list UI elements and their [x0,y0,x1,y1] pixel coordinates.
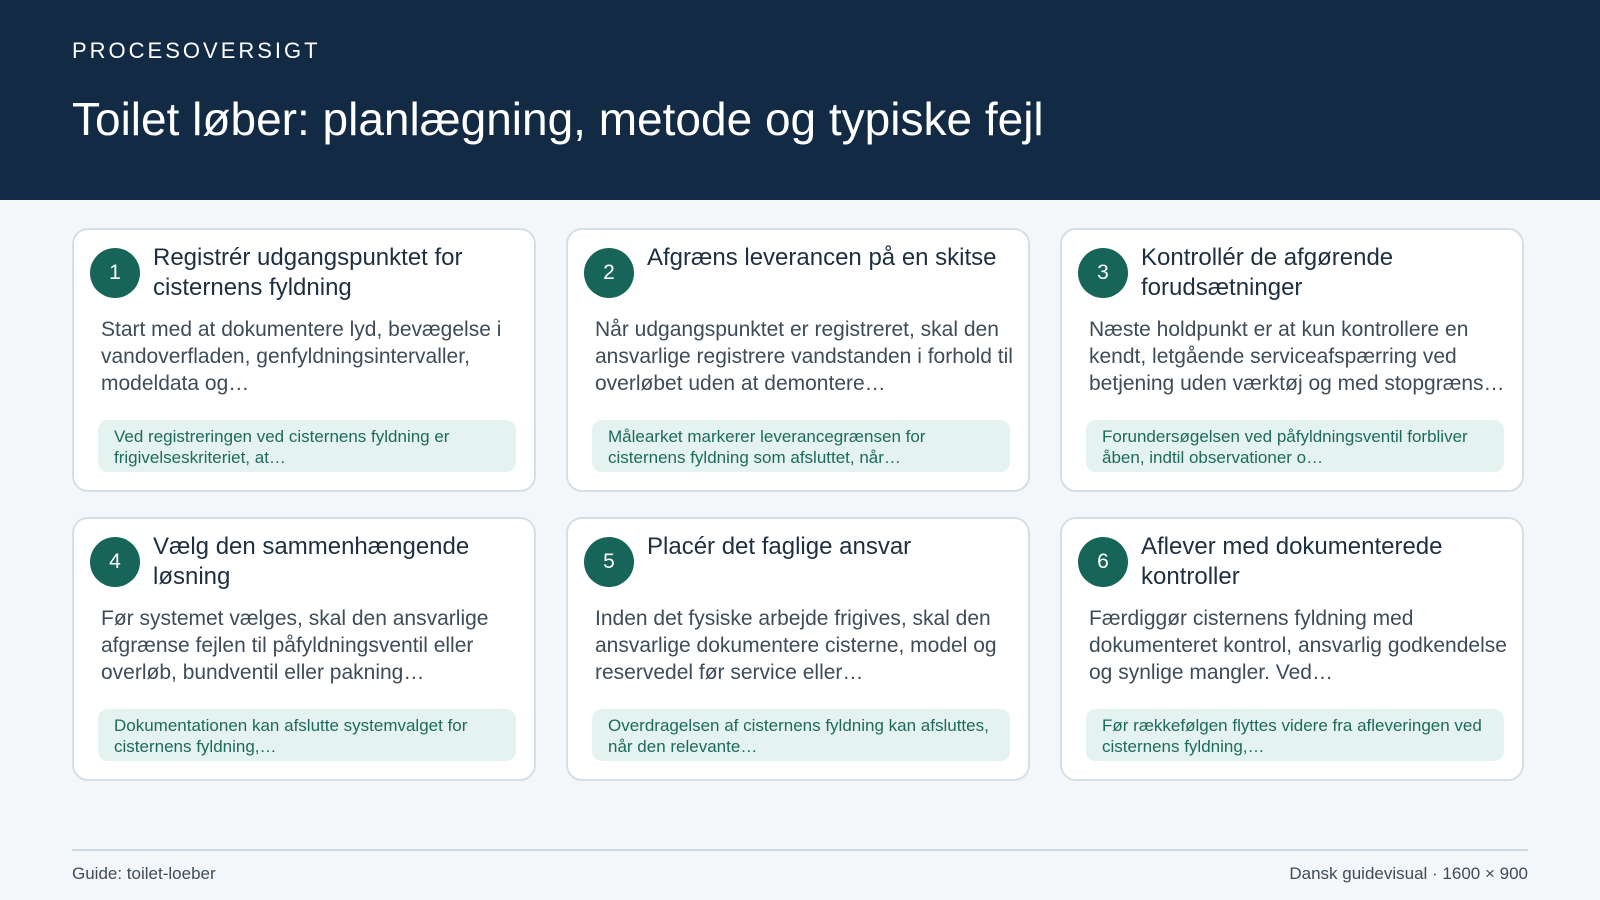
step-title: Aflever med dokumenterede kontroller [1141,533,1443,590]
step-number-badge: 3 [1078,248,1128,298]
step-title: Vælg den sammenhængende løsning [153,533,470,590]
step-card-1 [72,228,536,492]
step-description: Næste holdpunkt er at kun kontrollere en kendt, letgående serviceafspærring ved betjening uden værktøj og med stopgræns… [1089,318,1505,395]
step-title: Registrér udgangspunktet for cisternens fyldning [153,244,463,301]
footer-guide-label: Guide: toilet-loeber [72,864,216,883]
step-description: Inden det fysiske arbejde frigives, skal den ansvarlige dokumentere cisterne, model og reservedel før service eller… [595,607,997,684]
step-card-5 [566,517,1030,781]
step-title: Afgræns leverancen på en skitse [647,244,997,271]
step-number-badge: 2 [584,248,634,298]
step-number-badge: 4 [90,537,140,587]
step-description: Når udgangspunktet er registreret, skal den ansvarlige registrere vandstanden i forhold til overløbet uden at demontere… [595,318,1013,395]
footer-divider [72,849,1528,851]
step-description: Færdiggør cisternens fyldning med dokumenteret kontrol, ansvarlig godkendelse og synlige mangler. Ved… [1089,607,1507,684]
footer-meta-label: Dansk guidevisual · 1600 × 900 [1289,864,1528,883]
step-note: Ved registreringen ved cisternens fyldning er frigivelseskriteriet, at… [98,420,516,472]
header-banner [0,0,1600,200]
step-note: Dokumentationen kan afslutte systemvalget for cisternens fyldning,… [98,709,516,761]
step-number-badge: 5 [584,537,634,587]
step-description: Start med at dokumentere lyd, bevægelse i vandoverfladen, genfyldningsintervaller, modeldata og… [101,318,502,395]
step-note: Før rækkefølgen flyttes videre fra afleveringen ved cisternens fyldning,… [1086,709,1504,761]
step-note: Forundersøgelsen ved påfyldningsventil forbliver åben, indtil observationer o… [1086,420,1504,472]
step-card-4 [72,517,536,781]
step-description: Før systemet vælges, skal den ansvarlige afgrænse fejlen til påfyldningsventil eller overløb, bundventil eller pakning… [101,607,489,684]
page-title: Toilet løber: planlægning, metode og typiske fejl [72,93,1044,145]
step-number-badge: 1 [90,248,140,298]
step-card-2 [566,228,1030,492]
step-number-badge: 6 [1078,537,1128,587]
step-card-6 [1060,517,1524,781]
step-note: Målearket markerer leverancegrænsen for cisternens fyldning som afsluttet, når… [592,420,1010,472]
eyebrow-label: PROCESOVERSIGT [72,38,321,63]
step-note: Overdragelsen af cisternens fyldning kan afsluttes, når den relevante… [592,709,1010,761]
step-title: Placér det faglige ansvar [647,533,912,560]
step-title: Kontrollér de afgørende forudsætninger [1141,244,1394,301]
step-card-3 [1060,228,1524,492]
